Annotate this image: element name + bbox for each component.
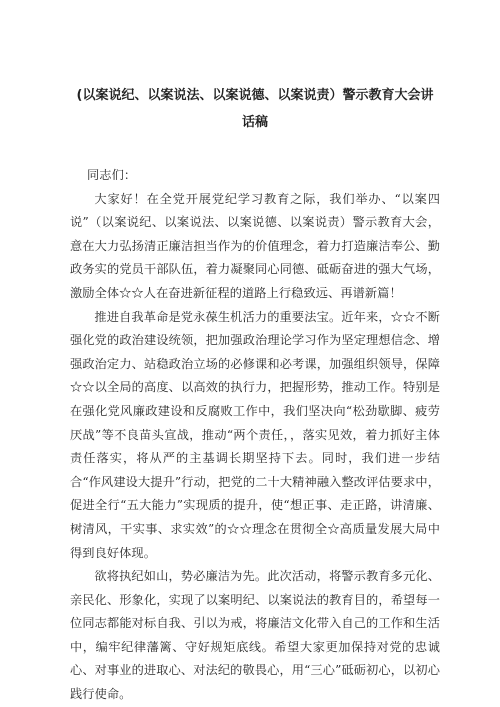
paragraph-2: 推进自我革命是党永葆生机活力的重要法宝。近年来，☆☆不断强化党的政治建设统领，把加强政治理论学习作为坚定理想信念、增强政治定力、站稳政治立场的必修课和必考课，加强组织领导，保障☆☆以全局的高度、以高效的执行力，把握形势，推动工作。特别是在强化党风廉政建设和反腐败工作中，我们坚决向“松劲歇脚、疲劳厌战”等不良苗头宣战，推动“两个责任，，落实见效，着力抓好主体责任落实，将从严的主基调长期坚持下去。同时，我们进一步结合“作风建设大提升”行动，把党的二十大精神融入整改评估要求中，促进全行“五大能力”实现质的提升，使“想正事、走正路，讲清廉、树清风，干实事、求实效”的☆☆理念在贯彻全☆高质量发展大局中得到良好体现。 [70,309,440,560]
title-line-1: (以案说纪、以案说法、以案说德、以案说责）警示教育大会讲 [76,88,434,103]
title-line-2: 话稿 [241,115,268,130]
paragraph-1: 大家好！在全党开展党纪学习教育之际，我们举办、“以案四说”（以案说纪、以案说法、以案说德、以案说责）警示教育大会，意在大力弘扬清正廉洁担当作为的价值理念，着力打造廉洁奉公、勤政务实的党员干部队伍，着力凝聚同心同德、砥砺奋进的强大气场，激励全体☆☆人在奋进新征程的道路上行稳致远、再谱新篇！ [70,191,440,300]
document-title [70,0,440,136]
document-body [70,164,440,707]
paragraph-3: 欲将执纪如山，势必廉洁为先。此次活动，将警示教育多元化、亲民化、形象化，实现了以案明纪、以案说法的教育目的，希望每一位同志都能对标自我、引以为戒，将廉洁文化带入自己的工作和生活中，编牢纪律藩篱、守好规矩底线。希望大家更加保持对党的忠诚心、对事业的进取心、对法纪的敬畏心，用“三心”砥砺初心，以初心践行使命。 [70,569,440,702]
greeting: 同志们： [87,168,137,182]
